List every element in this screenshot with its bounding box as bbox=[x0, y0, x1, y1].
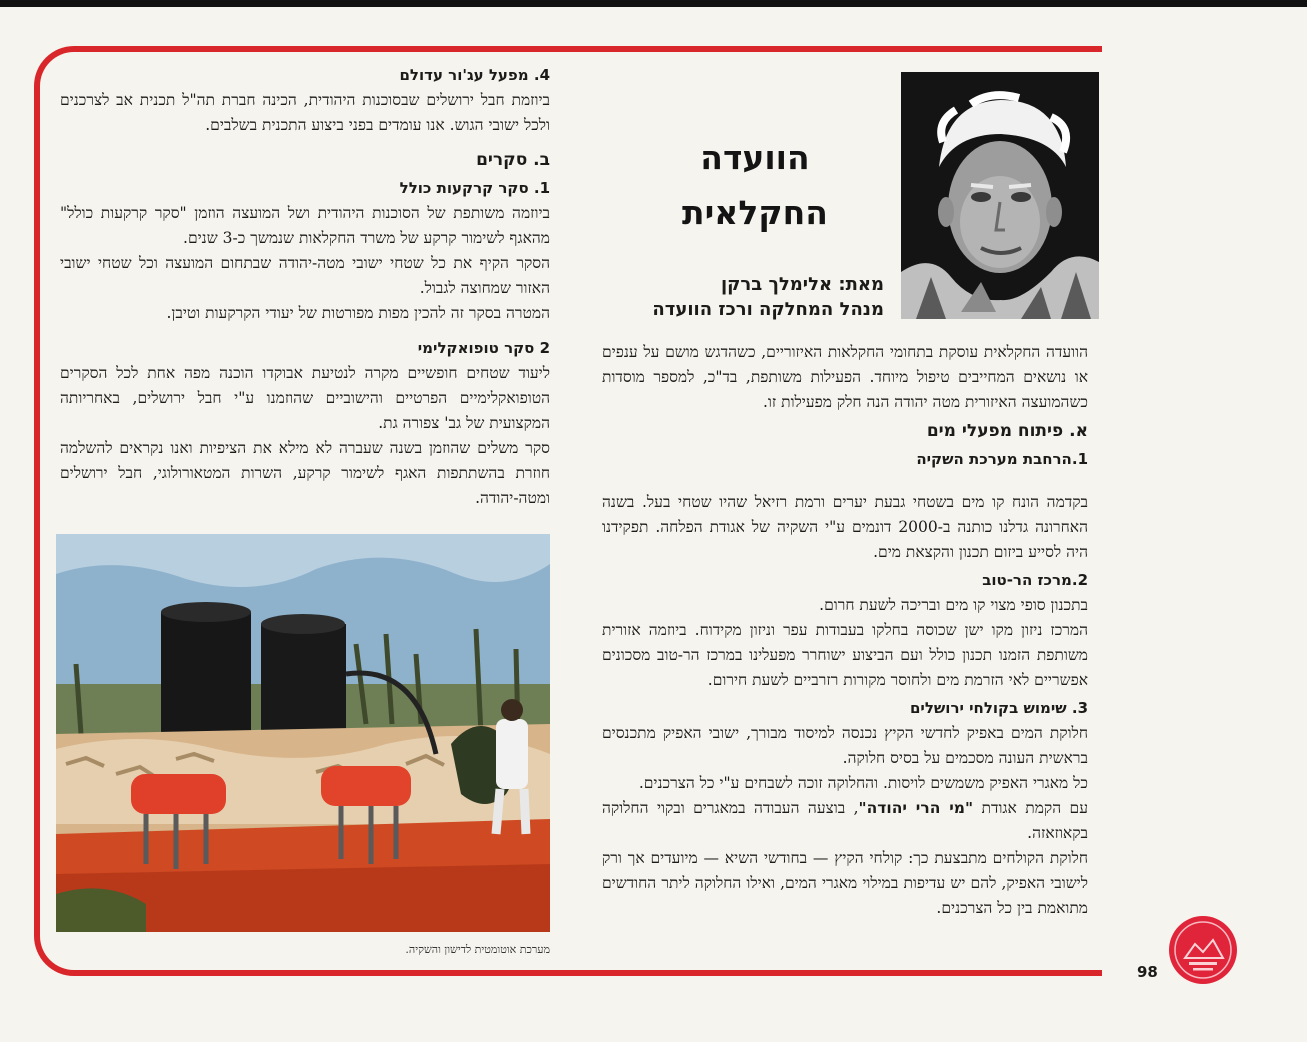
paragraph-effluents-2: כל מאגרי האפיק משמשים לויסות. והחלוקה זוכה לשבחים ע"י כל הצרכנים. bbox=[638, 774, 1088, 792]
paragraph-topoclimatic-1: ליעוד שטחים חופשיים מקרה לנטיעת אבוקדו הוכנה מפה אחת לכל הסקרים הטופואקלימיים הפרטיים והישוביים שהוזמנו ע"י חבל ירושלים, באחריותה המקצועית של גב' צפורה גת. bbox=[60, 364, 550, 432]
effluents-3-pre: עם הקמת אגודת bbox=[973, 799, 1088, 817]
paragraph-har-tov-1: בתכנון סופי מצוי קו מים ובריכה לשעת חרום. bbox=[819, 596, 1088, 614]
regional-council-logo-icon bbox=[1167, 914, 1239, 986]
byline-role: מנהל המחלקה ורכז הוועדה bbox=[652, 299, 884, 320]
title-line-2: החקלאית bbox=[682, 193, 828, 232]
irrigation-system-photo bbox=[56, 534, 550, 932]
paragraph-soil-survey-2: הסקר הקיף את כל שטחי ישובי מטה-יהודה שבתחום המועצה וכל שטחי ישובי האזור שמחוצה לגבול. bbox=[60, 254, 550, 297]
heading-jerusalem-effluents: 3. שימוש בקולחי ירושלים bbox=[909, 699, 1088, 717]
heading-har-tov-center: 2.מרכז הר-טוב bbox=[982, 571, 1088, 589]
photo-caption: מערכת אוטומטית לדישון והשקיה. bbox=[405, 943, 550, 956]
paragraph-intro: הוועדה החקלאית עוסקת בתחומי החקלאות האיזוריים, כשהדגש מושם על ענפים או נושאים המחייבים טיפול מיוחד. הפעילות משותפת, בד"כ, למספר מוסדות כשהמועצה האיזורית מטה יהודה הנה חלק מפעילות זו. bbox=[602, 343, 1088, 411]
author-byline bbox=[600, 272, 884, 322]
left-text-column bbox=[60, 60, 550, 511]
heading-surveys: ב. סקרים bbox=[476, 150, 550, 170]
paragraph-soil-survey-1: ביוזמה משותפת של הסוכנות היהודית ושל המועצה הוזמן "סקר קרקעות כולל" מהאגף לשימור קרקע של משרד החקלאות שנמשך כ-3 שנים. bbox=[60, 204, 550, 247]
byline-author: מאת: אלימלך ברקן bbox=[720, 274, 884, 295]
effluents-3-post: , בוצעה העבודה במאגרים ובקוי החלוקה בקאוזאזה. bbox=[602, 799, 1088, 842]
heading-topoclimatic-survey: 2 סקר טופואקלימי bbox=[417, 339, 550, 357]
heading-adullam-project: 4. מפעל עג'ור עדולם bbox=[399, 66, 550, 84]
page-number: 98 bbox=[1137, 963, 1158, 981]
frame-mask bbox=[1102, 40, 1142, 985]
association-name: "מי הרי יהודה" bbox=[858, 799, 974, 817]
article-title bbox=[610, 130, 900, 240]
heading-soil-survey: 1. סקר קרקעות כולל bbox=[399, 179, 550, 197]
paragraph-topoclimatic-2: סקר משלים שהוזמן בשנה שעברה לא מילא את הציפיות ואנו נקראים להשלמה חוזרת בהשתתפות האגף לשימור קרקע, השרות המטאורולוגי, חבל ירושלים ומטה-יהודה. bbox=[60, 439, 550, 507]
paragraph-har-tov-2: המרכז ניזון מקו ישן שכוסה בחלקו בעבודות עפר וניזון מקידוח. ביוזמה אזורית משותפת הזמנו תכנון כולל ועם הביצוע ישוחרר מפעלינו במרכז הר-טוב מסכונים אפשריים לאי הזרמת מים ולחוסר מקורות רזרביים לשעת חירום. bbox=[602, 621, 1088, 689]
heading-water-projects: א. פיתוח מפעלי מים bbox=[926, 421, 1088, 441]
right-text-column bbox=[602, 340, 1088, 921]
title-line-1: הוועדה bbox=[700, 138, 810, 177]
paragraph-soil-survey-3: המטרה בסקר זה להכין מפות מפורטות של יעודי הקרקעות וטיבן. bbox=[166, 304, 550, 322]
paragraph-effluents-3 bbox=[602, 796, 1088, 846]
paragraph-irrigation: בקדמה הונח קו מים בשטחי גבעת יערים ורמת רזיאל שהיו שטחי בעל. בשנה האחרונה גדלנו כותנה ב-2000 דונמים ע"י השקיה של אגודת הפלחה. תפקידנו היה לסייע ביזום תכנון והקצאת מים. bbox=[602, 493, 1088, 561]
author-portrait-photo bbox=[901, 72, 1099, 319]
paragraph-effluents-1: חלוקת המים באפיק לחדשי הקיץ נכנסה למיסוד מבורך, ישובי האפיק מתכנסים בראשית העונה מסכמים על בסיס חלוקה. bbox=[602, 724, 1088, 767]
paragraph-adullam: ביוזמת חבל ירושלים שבסוכנות היהודית, הכינה חברת תה"ל תכנית אב לצרכנים ולכל ישובי הגוש. אנו עומדים בפני ביצוע התכנית בשלבים. bbox=[60, 91, 550, 134]
heading-irrigation-expansion: 1.הרחבת מערכת השקיה bbox=[916, 450, 1088, 468]
top-edge-bar bbox=[0, 0, 1307, 7]
paragraph-effluents-4: חלוקת הקולחים מתבצעת כך: קולחי הקיץ — בחודשי השיא — מיועדים אך ורק לישובי האפיק, להם יש עדיפות במילוי מאגרי המים, ואילו החלוקה ליתר החודשים מתואמת בין כל הצרכנים. bbox=[602, 849, 1088, 917]
